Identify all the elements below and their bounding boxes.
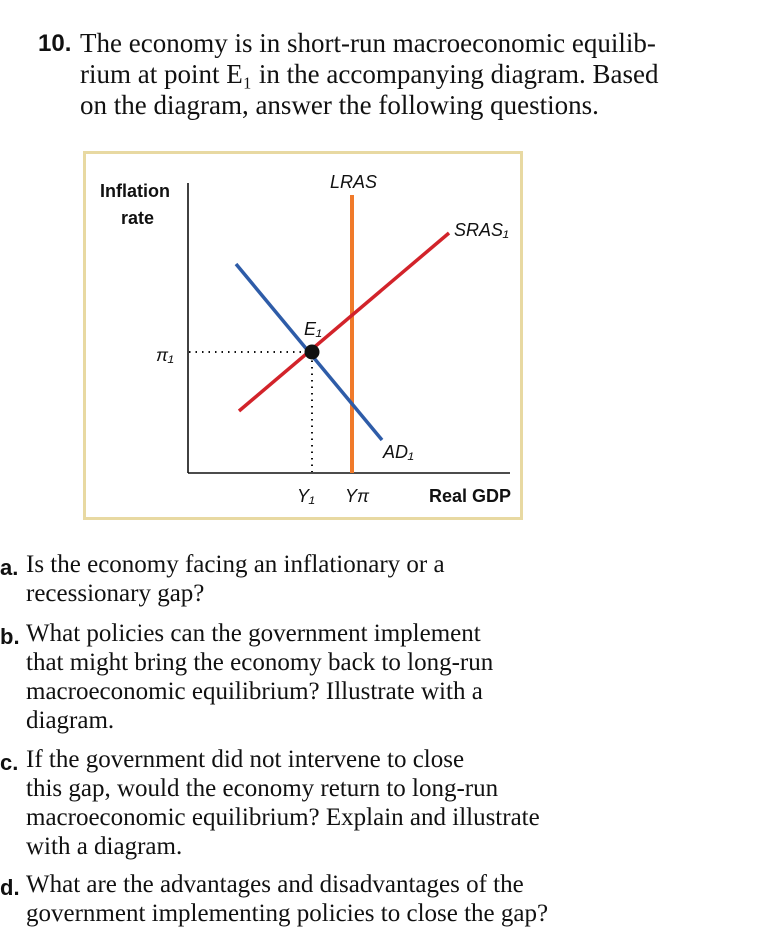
sras-curve: [239, 233, 449, 411]
y1-tick-label: Y₁: [297, 486, 315, 506]
part-c: [0, 745, 660, 861]
part-line: government implementing policies to close the gap?: [26, 900, 549, 927]
x-axis-label: Real GDP: [429, 486, 512, 506]
part-letter: d.: [0, 875, 20, 900]
part-letter: a.: [0, 555, 19, 580]
stem-line: rium at point E₁ in the accompanying diagram. Based: [80, 59, 659, 89]
part-line: diagram.: [26, 707, 115, 734]
part-line: Is the economy facing an inflationary or a: [26, 551, 445, 578]
part-line: macroeconomic equilibrium? Illustrate with a: [26, 678, 483, 705]
part-line: What policies can the government implement: [26, 620, 481, 647]
part-a: [0, 550, 660, 608]
pi1-tick-label: π₁: [156, 345, 174, 365]
part-letter: b.: [0, 624, 20, 649]
part-line: recessionary gap?: [26, 580, 205, 607]
y-axis-label: Inflation: [100, 181, 170, 201]
part-line: with a diagram.: [26, 833, 183, 860]
part-letter: c.: [0, 750, 19, 775]
part-d: [0, 870, 660, 928]
part-line: What are the advantages and disadvantages of the: [26, 871, 524, 898]
part-line: macroeconomic equilibrium? Explain and illustrate: [26, 804, 540, 831]
part-b: [0, 619, 660, 735]
ad-as-diagram: [83, 151, 523, 520]
part-line: If the government did not intervene to close: [26, 746, 465, 773]
ypi-tick-label: Yπ: [345, 486, 370, 506]
stem-line: The economy is in short-run macroeconomic equilib-: [80, 28, 656, 58]
y-axis-label-2: rate: [121, 208, 155, 228]
diagram-canvas: [86, 154, 520, 517]
lras-label: LRAS: [330, 172, 378, 192]
equilibrium-point-e1: [305, 345, 320, 360]
question-stem: [80, 28, 720, 121]
question-number: 10.: [38, 30, 72, 57]
ad-label: AD₁: [383, 442, 414, 462]
stem-line: on the diagram, answer the following questions.: [80, 90, 599, 120]
part-line: this gap, would the economy return to long-run: [26, 775, 499, 802]
e1-label: E₁: [304, 319, 322, 339]
part-line: that might bring the economy back to long-run: [26, 649, 494, 676]
sras-label: SRAS₁: [454, 220, 509, 240]
